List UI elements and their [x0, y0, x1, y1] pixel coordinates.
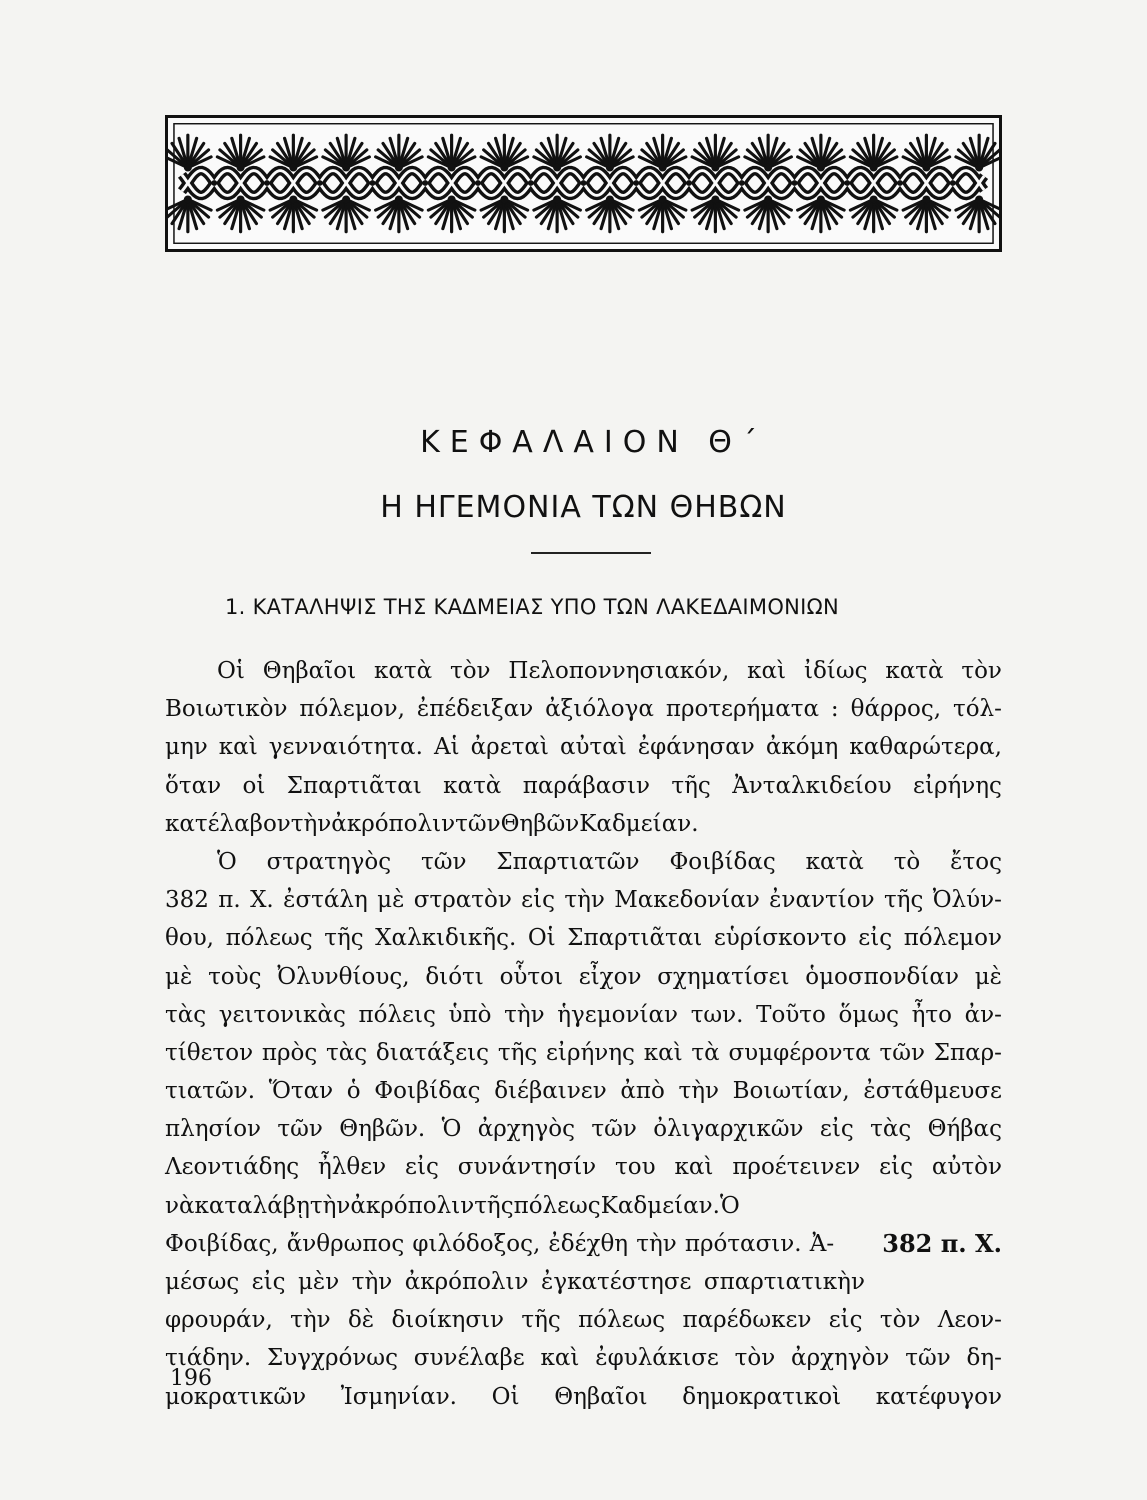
margin-date-note: 382 π. Χ.	[882, 1228, 1002, 1258]
text-line: κατέλαβον τὴν ἀκρόπολιν τῶν Θηβῶν Καδμείαν.	[165, 810, 699, 837]
title-divider	[531, 552, 651, 554]
text-line: πλησίον τῶν Θηβῶν. Ὁ ἀρχηγὸς τῶν ὀλιγαρχικῶν εἰς τὰς Θήβας	[165, 1116, 1002, 1143]
text-line: Φοιβίδας, ἄνθρωπος φιλόδοξος, ἐδέχθη τὴν πρότασιν. Ἀ- 382 π. Χ.	[165, 1225, 1002, 1263]
guilloche-ornament-icon	[168, 118, 999, 249]
text-line: 382 π. Χ. ἐστάλη μὲ στρατὸν εἰς τὴν Μακεδονίαν ἐναντίον τῆς Ὀλύν-	[165, 887, 1002, 914]
text-line: τίθετον πρὸς τὰς διατάξεις τῆς εἰρήνης καὶ τὰ συμφέροντα τῶν Σπαρ-	[165, 1039, 1002, 1066]
chapter-label: ΚΕΦΑΛΑΙΟΝ Θ΄	[420, 425, 767, 460]
text-line: τιάδην. Συγχρόνως συνέλαβε καὶ ἐφυλάκισε τὸν ἀρχηγὸν τῶν δη-	[165, 1345, 1002, 1372]
text-line: μέσως εἰς μὲν τὴν ἀκρόπολιν ἐγκατέστησε σπαρτιατικὴν	[165, 1269, 865, 1295]
text-line: τὰς γειτονικὰς πόλεις ὑπὸ τὴν ἡγεμονίαν των. Τοῦτο ὅμως ἦτο ἀν-	[165, 1001, 1002, 1028]
text-line: θου, πόλεως τῆς Χαλκιδικῆς. Οἱ Σπαρτιᾶται εὑρίσκοντο εἰς πόλεμον	[165, 925, 1002, 952]
text-line: νὰ καταλάβῃ τὴν ἀκρόπολιν τῆς πόλεως Καδμείαν. Ὁ	[165, 1192, 740, 1219]
text-line: ὅταν οἱ Σπαρτιᾶται κατὰ παράβασιν τῆς Ἀνταλκιδείου εἰρήνης	[165, 772, 1002, 799]
text-line: Λεοντιάδης ἦλθεν εἰς συνάντησίν του καὶ προέτεινεν εἰς αὐτὸν	[165, 1154, 1002, 1181]
body-text	[165, 652, 1002, 1416]
text-line: φρουράν, τὴν δὲ διοίκησιν τῆς πόλεως παρέδωκεν εἰς τὸν Λεον-	[165, 1307, 1002, 1334]
text-line: μὲ τοὺς Ὀλυνθίους, διότι οὗτοι εἶχον σχηματίσει ὁμοσπονδίαν μὲ	[165, 963, 1002, 990]
page-number: 196	[170, 1366, 212, 1391]
text-line: Βοιωτικὸν πόλεμον, ἐπέδειξαν ἀξιόλογα προτερήματα : θάρρος, τόλ-	[165, 696, 1002, 723]
chapter-title: Η ΗΓΕΜΟΝΙΑ ΤΩΝ ΘΗΒΩΝ	[380, 490, 787, 525]
text-line: μην καὶ γενναιότητα. Αἱ ἀρεταὶ αὐταὶ ἐφάνησαν ἀκόμη καθαρώτερα,	[165, 734, 1002, 761]
text-line: Ὁ στρατηγὸς τῶν Σπαρτιατῶν Φοιβίδας κατὰ τὸ ἔτος	[217, 848, 1002, 875]
text-line: Οἱ Θηβαῖοι κατὰ τὸν Πελοποννησιακόν, καὶ ἰδίως κατὰ τὸν	[217, 658, 1002, 684]
text-line: μοκρατικῶν Ἰσμηνίαν. Οἱ Θηβαῖοι δημοκρατικοὶ κατέφυγον	[165, 1383, 1002, 1410]
text-line: τιατῶν. Ὅταν ὁ Φοιβίδας διέβαινεν ἀπὸ τὴν Βοιωτίαν, ἐστάθμευσε	[165, 1078, 1002, 1105]
ornament-band	[165, 115, 1002, 252]
section-heading: 1. ΚΑΤΑΛΗΨΙΣ ΤΗΣ ΚΑΔΜΕΙΑΣ ΥΠΟ ΤΩΝ ΛΑΚΕΔΑΙΜΟΝΙΩΝ	[225, 595, 840, 619]
